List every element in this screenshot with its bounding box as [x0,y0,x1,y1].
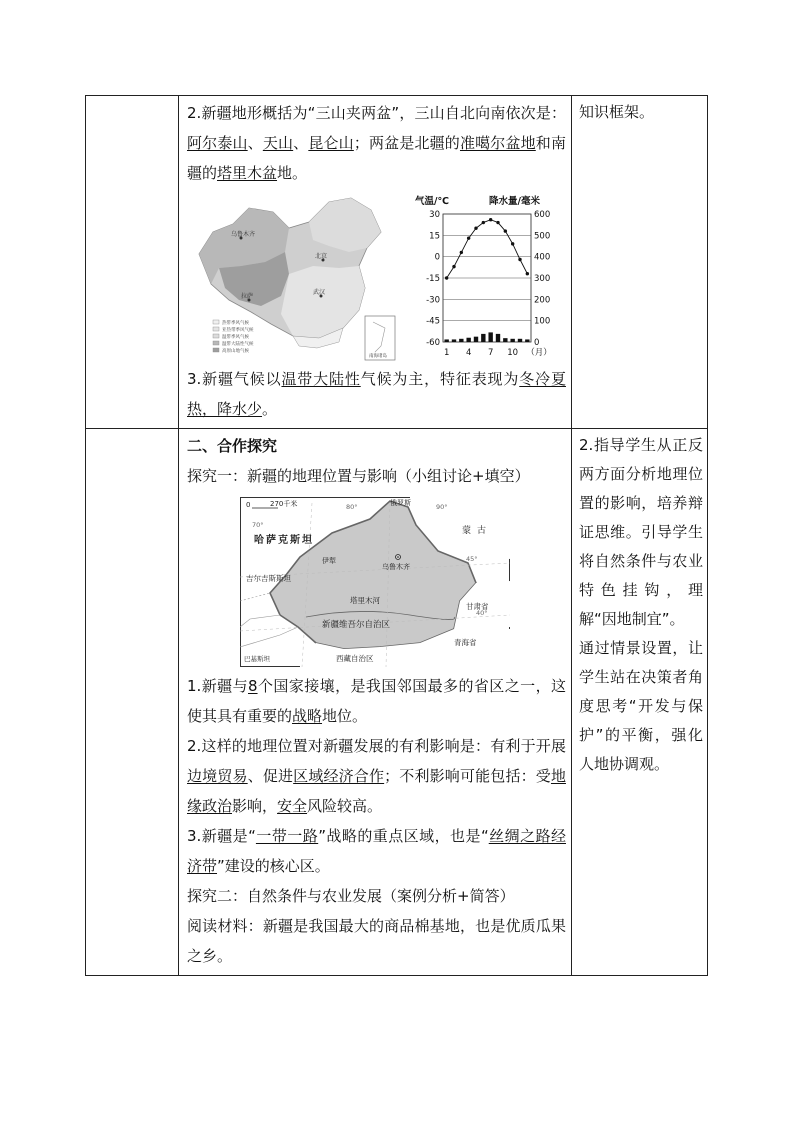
table-row [86,429,708,976]
text: 地。 [277,164,308,182]
content-cell-terrain-climate [179,96,572,429]
text: 1.新疆与 [187,677,248,695]
temperature-point [511,242,514,245]
precip-bar [466,338,470,342]
side-note-guidance: 2.指导学生从正反两方面分析地理位置的影响，培养辩证思维。引导学生将自然条件与农业特色挂钩，理解“因地制宜”。 [579,436,703,628]
text: ”战略的重点区域，也是“ [318,827,489,845]
answer-blank: 一带一路 [255,827,319,845]
answer-blank: 天山 [262,134,294,152]
temperature-point [445,276,448,279]
lon-label: 80° [346,503,358,511]
chart-right-title: 降水量/毫米 [489,196,540,207]
precip-bar [474,337,478,342]
side-note: 知识框架。 [579,103,655,121]
legend-item: 热带季风气候 [222,321,249,326]
precip-bar [481,334,485,342]
inquiry-p1 [179,671,571,731]
climate-chart [413,192,563,362]
answer-blank: 8 [248,677,258,695]
country-pakistan: 巴基斯坦 [244,655,270,663]
precip-bar [488,332,492,342]
table-cell-empty [86,96,179,429]
inquiry-two-title: 探究二：自然条件与农业发展（案例分析+简答） [187,887,515,905]
answer-blank: 区域经济合作 [293,767,385,785]
lon-label: 70° [252,521,264,529]
text: 2.这样的地理位置对新疆发展的有利影响是：有利于开展 [187,737,566,755]
text: 。 [262,400,278,418]
y-right-tick: 300 [534,274,551,284]
legend-item: 高原山地气候 [222,349,249,354]
map-label-urumqi: 乌鲁木齐 [231,231,256,238]
map-label-wuhan: 武汉 [313,289,326,296]
answer-blank: 准噶尔盆地 [459,134,536,152]
scale-label: 270千米 [270,500,298,508]
section-heading: 二、合作探究 [187,437,278,455]
chart-left-title: 气温/℃ [415,196,449,207]
scale-zero: 0 [246,501,251,509]
y-right-tick: 100 [534,316,551,327]
answer-blank: 昆仑山 [308,134,354,152]
map-label-lhasa: 拉萨 [241,293,254,300]
side-note-cell [572,429,708,976]
x-tick: 1 [443,348,450,358]
answer-blank: 丝绸之路经济带 [187,827,566,875]
content-cell-inquiry [179,429,572,976]
climate-paragraph [179,364,571,424]
text: 气候为主，特征表现为 [360,370,520,388]
answer-blank: 地缘政治 [187,767,566,815]
text: 、 [293,134,309,152]
precip-bar [503,338,507,342]
lesson-table [85,95,708,976]
temperature-point [504,229,507,232]
y-left-tick: -60 [426,338,440,348]
inquiry-p2 [179,731,571,821]
y-left-tick: 0 [434,252,440,263]
y-left-tick: 15 [429,231,440,242]
temperature-line [447,220,528,278]
place-tarim: 塔里木河 [350,596,380,605]
text: ；不利影响可能包括：受 [384,767,551,785]
lat-label: 45° [466,555,478,563]
answer-blank: 冬冷夏热，降水少 [187,370,566,418]
place-tibet: 西藏自治区 [336,654,374,663]
text: 3.新疆是“ [187,827,256,845]
precip-bar [525,339,529,342]
y-left-tick: -15 [426,274,440,284]
y-right-tick: 400 [534,252,551,263]
text: 和南疆的 [187,134,566,182]
china-climate-map [189,196,399,362]
y-left-tick: -30 [426,295,440,306]
y-left-tick: 30 [429,210,440,220]
temperature-point [496,221,499,224]
temperature-point [452,265,455,268]
answer-blank: 安全 [277,797,308,815]
text: ；两盆是北疆的 [353,134,460,152]
text: 3.新疆气候以 [187,370,282,388]
temperature-point [518,258,521,261]
y-right-tick: 200 [534,295,551,306]
x-tick: 7 [487,348,494,358]
reading-material: 阅读材料：新疆是我国最大的商品棉基地，也是优质瓜果之乡。 [187,917,566,965]
x-tick: 4 [465,348,472,358]
country-kyrgyzstan: 吉尔吉斯斯坦 [246,574,291,583]
precip-bar [452,339,456,342]
country-mongolia: 蒙古 [462,526,493,536]
text: 、促进 [247,767,294,785]
place-qinghai: 青海省 [454,638,477,647]
table-cell-empty [86,429,179,976]
xinjiang-location-map [240,497,510,667]
answer-blank: 战略 [292,707,323,725]
place-gansu: 甘肃省 [466,602,489,611]
map-label-beijing: 北京 [315,253,328,260]
x-tick: （月） [526,348,552,358]
country-kazakhstan: 哈萨克斯坦 [254,535,314,546]
country-russia: 俄罗斯 [390,499,411,507]
terrain-paragraph [179,96,571,188]
y-right-tick: 600 [534,210,551,220]
side-note-cell [572,96,708,429]
temperature-point [526,272,529,275]
text: 个国家接壤，是我国邻国最多的省区之一，这使其具有重要的 [187,677,566,725]
text: 、 [247,134,263,152]
text: ”建设的核心区。 [217,857,330,875]
answer-blank: 塔里木盆 [217,164,278,182]
legend-item: 温带大陆性气候 [222,342,254,347]
place-urumqi: 乌鲁木齐 [382,563,410,571]
text: 风险较高。 [307,797,383,815]
legend-item: 温带季风气候 [222,335,249,340]
inquiry-one-title: 探究一：新疆的地理位置与影响（小组讨论+填空） [187,467,530,485]
x-tick: 10 [507,348,519,358]
table-row [86,96,708,429]
text: 地位。 [322,707,368,725]
map-label-inset: 南海诸岛 [369,354,387,359]
y-right-tick: 0 [534,338,540,348]
text: 2.新疆地形概括为“三山夹两盆”，三山自北向南依次是： [187,104,566,122]
legend-item: 亚热带季风气候 [222,328,254,333]
lon-label: 90° [436,503,448,511]
temperature-point [489,218,492,221]
precip-bar [459,339,463,342]
place-xinjiang: 新疆维吾尔自治区 [322,620,391,630]
place-yili: 伊犁 [322,557,336,565]
temperature-point [482,221,485,224]
answer-blank: 阿尔泰山 [187,134,248,152]
text: 影响， [232,797,278,815]
figure-row [179,188,571,364]
precip-bar [510,339,514,342]
precip-bar [518,339,522,342]
precip-bar [496,334,500,342]
y-left-tick: -45 [426,316,440,327]
lat-label: 40° [476,609,488,617]
precip-bar [444,339,448,342]
inquiry-p3 [179,821,571,881]
y-right-tick: 500 [534,231,551,242]
answer-blank: 温带大陆性 [281,370,361,388]
temperature-point [474,227,477,230]
temperature-point [467,236,470,239]
temperature-point [460,251,463,254]
answer-blank: 边境贸易 [187,767,248,785]
side-note-scenario: 通过情景设置，让学生站在决策者角度思考“开发与保护”的平衡，强化人地协调观。 [579,639,703,773]
